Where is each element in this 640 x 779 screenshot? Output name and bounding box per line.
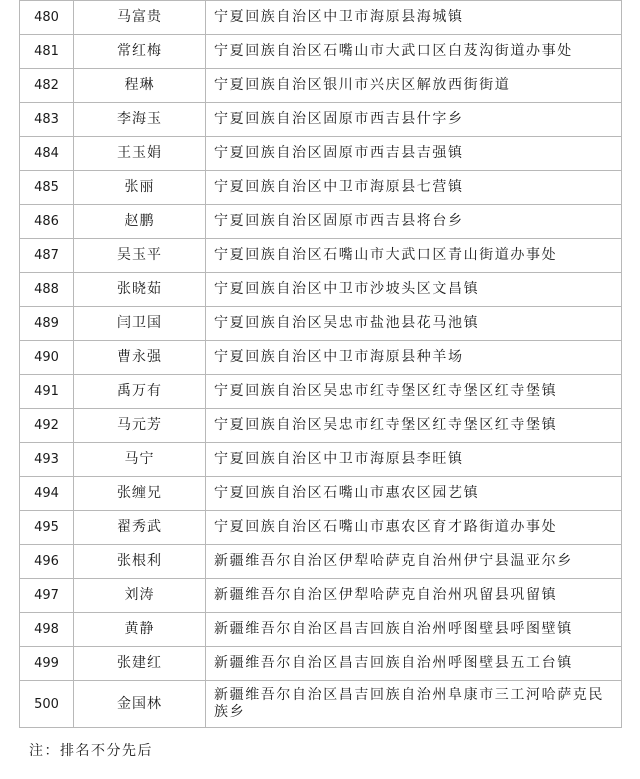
list-table (19, 0, 622, 728)
table-row (20, 205, 622, 239)
row-address: 宁夏回族自治区银川市兴庆区解放西街街道 (206, 69, 622, 103)
row-number: 490 (20, 341, 74, 375)
row-address: 宁夏回族自治区中卫市海原县七营镇 (206, 171, 622, 205)
row-name: 马宁 (74, 443, 206, 477)
row-number: 483 (20, 103, 74, 137)
row-address: 新疆维吾尔自治区昌吉回族自治州呼图壁县呼图壁镇 (206, 613, 622, 647)
row-name: 张丽 (74, 171, 206, 205)
table-row (20, 443, 622, 477)
footnote: 注：排名不分先后 (29, 743, 153, 759)
table-row (20, 647, 622, 681)
row-name: 曹永强 (74, 341, 206, 375)
row-number: 494 (20, 477, 74, 511)
table-body (20, 1, 622, 728)
row-address: 宁夏回族自治区固原市西吉县什字乡 (206, 103, 622, 137)
row-address: 宁夏回族自治区吴忠市红寺堡区红寺堡区红寺堡镇 (206, 375, 622, 409)
row-address: 宁夏回族自治区石嘴山市大武口区青山街道办事处 (206, 239, 622, 273)
row-address: 宁夏回族自治区吴忠市盐池县花马池镇 (206, 307, 622, 341)
table-row (20, 341, 622, 375)
table-row (20, 613, 622, 647)
row-number: 495 (20, 511, 74, 545)
row-number: 484 (20, 137, 74, 171)
row-number: 496 (20, 545, 74, 579)
row-address: 新疆维吾尔自治区昌吉回族自治州阜康市三工河哈萨克民族乡 (206, 681, 622, 728)
row-name: 张根利 (74, 545, 206, 579)
row-name: 张建红 (74, 647, 206, 681)
row-name: 常红梅 (74, 35, 206, 69)
table-row (20, 511, 622, 545)
row-address: 宁夏回族自治区吴忠市红寺堡区红寺堡区红寺堡镇 (206, 409, 622, 443)
row-name: 程琳 (74, 69, 206, 103)
row-address: 宁夏回族自治区石嘴山市惠农区育才路街道办事处 (206, 511, 622, 545)
row-number: 491 (20, 375, 74, 409)
table-row (20, 579, 622, 613)
row-number: 497 (20, 579, 74, 613)
row-address: 宁夏回族自治区固原市西吉县将台乡 (206, 205, 622, 239)
row-number: 487 (20, 239, 74, 273)
row-name: 马元芳 (74, 409, 206, 443)
table-row (20, 545, 622, 579)
row-number: 499 (20, 647, 74, 681)
table-row (20, 137, 622, 171)
row-address: 宁夏回族自治区石嘴山市大武口区白芨沟街道办事处 (206, 35, 622, 69)
row-name: 赵鹏 (74, 205, 206, 239)
row-name: 禹万有 (74, 375, 206, 409)
row-name: 吴玉平 (74, 239, 206, 273)
row-number: 492 (20, 409, 74, 443)
table-row (20, 103, 622, 137)
row-number: 485 (20, 171, 74, 205)
table-row (20, 171, 622, 205)
row-name: 黄静 (74, 613, 206, 647)
row-name: 张晓茹 (74, 273, 206, 307)
row-name: 翟秀武 (74, 511, 206, 545)
row-number: 498 (20, 613, 74, 647)
row-name: 王玉娟 (74, 137, 206, 171)
row-number: 493 (20, 443, 74, 477)
table-row (20, 35, 622, 69)
row-number: 480 (20, 1, 74, 35)
row-address: 宁夏回族自治区中卫市海原县海城镇 (206, 1, 622, 35)
row-name: 刘涛 (74, 579, 206, 613)
table-row (20, 681, 622, 728)
table-row (20, 273, 622, 307)
row-name: 李海玉 (74, 103, 206, 137)
table-row (20, 1, 622, 35)
row-address: 宁夏回族自治区中卫市沙坡头区文昌镇 (206, 273, 622, 307)
table-row (20, 239, 622, 273)
row-number: 481 (20, 35, 74, 69)
row-number: 486 (20, 205, 74, 239)
row-number: 500 (20, 681, 74, 728)
table-row (20, 307, 622, 341)
list-table-container (19, 0, 622, 728)
table-row (20, 409, 622, 443)
row-address: 新疆维吾尔自治区伊犁哈萨克自治州巩留县巩留镇 (206, 579, 622, 613)
row-address: 宁夏回族自治区石嘴山市惠农区园艺镇 (206, 477, 622, 511)
row-address: 新疆维吾尔自治区伊犁哈萨克自治州伊宁县温亚尔乡 (206, 545, 622, 579)
row-name: 金国林 (74, 681, 206, 728)
row-address: 宁夏回族自治区固原市西吉县吉强镇 (206, 137, 622, 171)
table-row (20, 477, 622, 511)
table-row (20, 69, 622, 103)
table-row (20, 375, 622, 409)
row-address: 宁夏回族自治区中卫市海原县李旺镇 (206, 443, 622, 477)
row-number: 488 (20, 273, 74, 307)
row-name: 张缠兄 (74, 477, 206, 511)
row-address: 新疆维吾尔自治区昌吉回族自治州呼图壁县五工台镇 (206, 647, 622, 681)
row-address: 宁夏回族自治区中卫市海原县种羊场 (206, 341, 622, 375)
row-name: 马富贵 (74, 1, 206, 35)
row-number: 489 (20, 307, 74, 341)
row-name: 闫卫国 (74, 307, 206, 341)
row-number: 482 (20, 69, 74, 103)
